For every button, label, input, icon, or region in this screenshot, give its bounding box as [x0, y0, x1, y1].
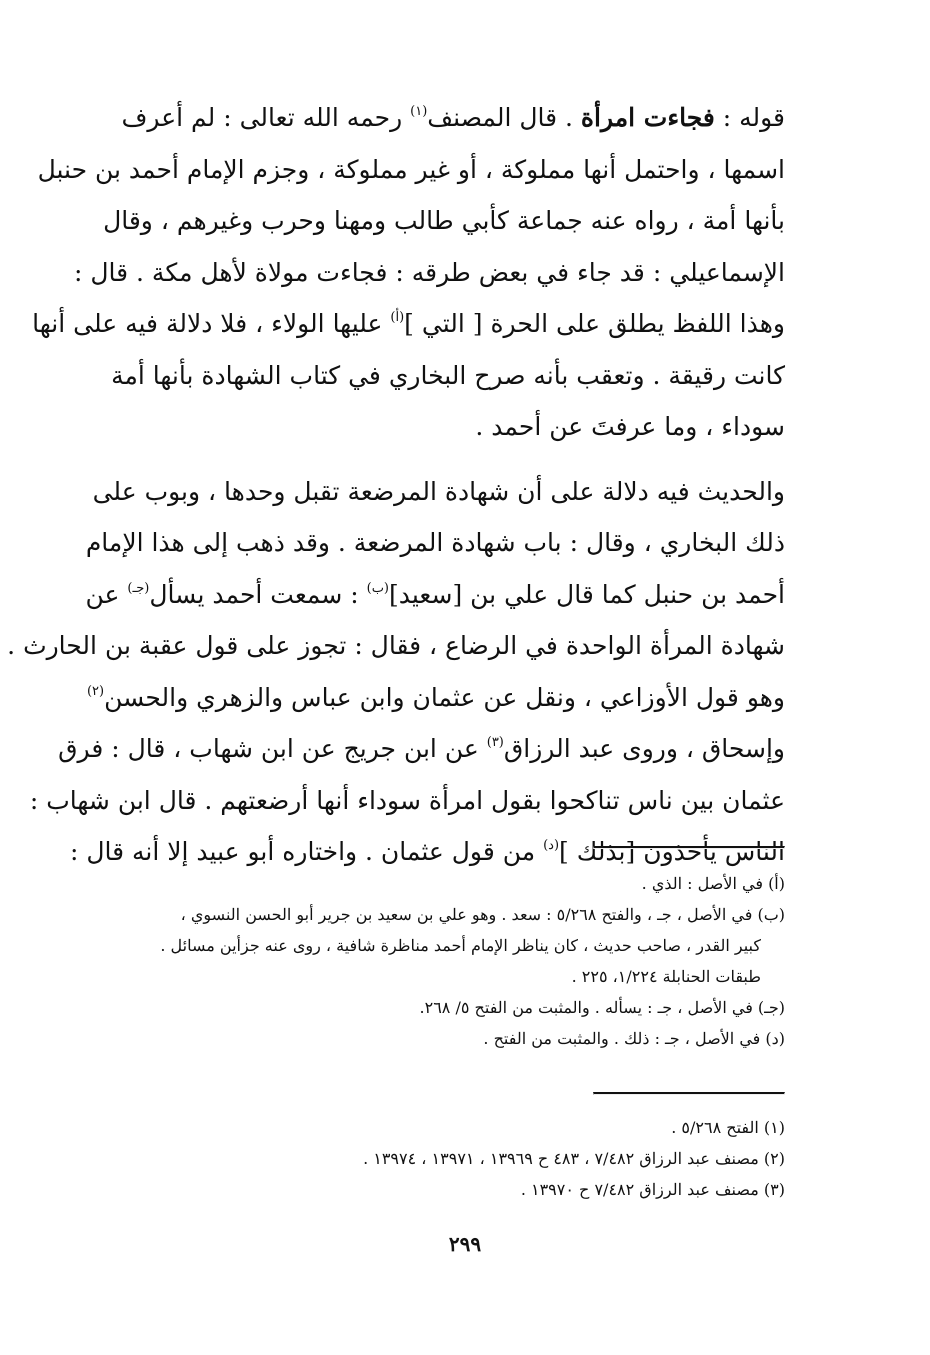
text-run: قوله : [714, 103, 785, 132]
text-line [32, 298, 785, 350]
text-run: وهو قول الأوزاعي ، ونقل عن عثمان وابن عباس والزهري والحسن [104, 682, 785, 712]
text-run: عن ابن جريج عن ابن شهاب ، قال : فرق [58, 734, 487, 763]
footnote-item: (جـ) في الأصل ، جـ : يسأله . والمثبت من الفتح ٥/ ٢٦٨. [419, 998, 785, 1017]
text-run: شهادة المرأة الواحدة في الرضاع ، فقال : تجوز على قول عقبة بن الحارث . [7, 631, 785, 660]
text-run: ذلك البخاري ، وقال : باب شهادة المرضعة . وقد ذهب إلى هذا الإمام [85, 528, 785, 557]
paragraph [7, 466, 785, 878]
text-line [86, 672, 785, 724]
text-run: عن [85, 579, 128, 609]
text-run: : سمعت أحمد يسأل [149, 579, 367, 609]
footnote-item: كبير القدر ، صاحب حديث ، كان يناظر الإمام أحمد مناظرة شافية ، روى عنه جزأين مسائل . [160, 936, 761, 955]
text-run: وإسحاق ، وروى عبد الرزاق [503, 734, 785, 763]
footnote-item: طبقات الحنابلة ١/٢٢٤، ٢٢٥ . [571, 967, 761, 986]
text-line [121, 92, 785, 144]
footnote-separator-sources [593, 1092, 785, 1095]
footnote-marker: (١) [410, 104, 428, 119]
footnote-marker: (٣) [486, 735, 504, 750]
text-line [92, 466, 785, 518]
paragraph [32, 92, 785, 453]
footnote-item: (١) الفتح ٥/٢٦٨ . [671, 1118, 785, 1137]
text-run: سوداء ، وما عرفتَ عن أحمد . [475, 412, 785, 441]
text-line [103, 195, 785, 247]
text-run: . قال المصنف [427, 103, 581, 132]
text-line [85, 517, 785, 569]
text-run: الإسماعيلي : قد جاء في بعض طرقه : فجاءت مولاة لأهل مكة . قال : [73, 257, 785, 287]
footnote-marker: (ب) [366, 580, 390, 596]
text-run: أحمد بن حنبل كما قال علي بن [سعيد] [389, 579, 785, 609]
text-run: الناس يأخذون [بذلك ] [559, 837, 785, 866]
source-footnotes [125, 1112, 785, 1205]
text-line [7, 620, 785, 672]
text-run: والحديث فيه دلالة على أن شهادة المرضعة تقبل وحدها ، وبوب على [92, 476, 785, 506]
footnote-item: (٣) مصنف عبد الرزاق ٧/٤٨٢ ح ١٣٩٧٠ . [520, 1180, 785, 1199]
page-body [7, 92, 785, 1199]
text-run: وهذا اللفظ يطلق على الحرة [ التي ] [404, 309, 785, 338]
text-run: كانت رقيقة . وتعقب بأنه صرح البخاري في كتاب الشهادة بأنها أمة [111, 360, 785, 390]
text-line [125, 401, 785, 453]
text-run: عثمان بين ناس تناكحوا بقول امرأة سوداء أنها أرضعتهم . قال ابن شهاب : [29, 785, 785, 815]
bold-phrase: فجاءت امرأة [580, 103, 715, 132]
footnote-marker: (جـ) [127, 580, 150, 596]
footnote-marker: (أ) [390, 310, 405, 325]
variant-footnotes [125, 868, 785, 1054]
text-line [58, 723, 785, 775]
text-run: اسمها ، واحتمل أنها مملوكة ، أو غير مملوكة ، وجزم الإمام أحمد بن حنبل [37, 154, 785, 184]
text-run: بأنها أمة ، رواه عنه جماعة كأبي طالب ومهنا وحرب وغيرهم ، وقال [103, 206, 785, 235]
footnote-item: (أ) في الأصل : الذي . [641, 874, 785, 893]
text-line [111, 350, 785, 402]
text-run: عليها الولاء ، فلا دلالة فيه على أنها [32, 309, 391, 338]
footnote-marker: (٢) [86, 683, 105, 699]
text-line [73, 247, 785, 299]
text-run: من قول عثمان . واختاره أبو عبيد إلا أنه قال : [69, 837, 544, 866]
footnote-item: (د) في الأصل ، جـ : ذلك . والمثبت من الفتح . [483, 1029, 785, 1048]
footnote-item: (٢) مصنف عبد الرزاق ٧/٤٨٢ ، ٤٨٣ ح ١٣٩٦٩ ، ١٣٩٧١ ، ١٣٩٧٤ . [363, 1149, 785, 1168]
footnote-marker: (د) [543, 838, 560, 853]
text-line [37, 144, 785, 196]
text-line [29, 775, 785, 827]
main-text [7, 92, 785, 878]
page-number: ٢٩٩ [448, 1232, 482, 1256]
text-run: رحمه الله تعالى : لم أعرف [121, 103, 411, 132]
footnote-separator-variants [593, 846, 785, 849]
footnote-item: (ب) في الأصل ، جـ ، والفتح ٥/٢٦٨ : سعد . وهو علي بن سعيد بن جرير أبو الحسن النسوي ، [180, 905, 785, 924]
text-line [85, 569, 785, 621]
